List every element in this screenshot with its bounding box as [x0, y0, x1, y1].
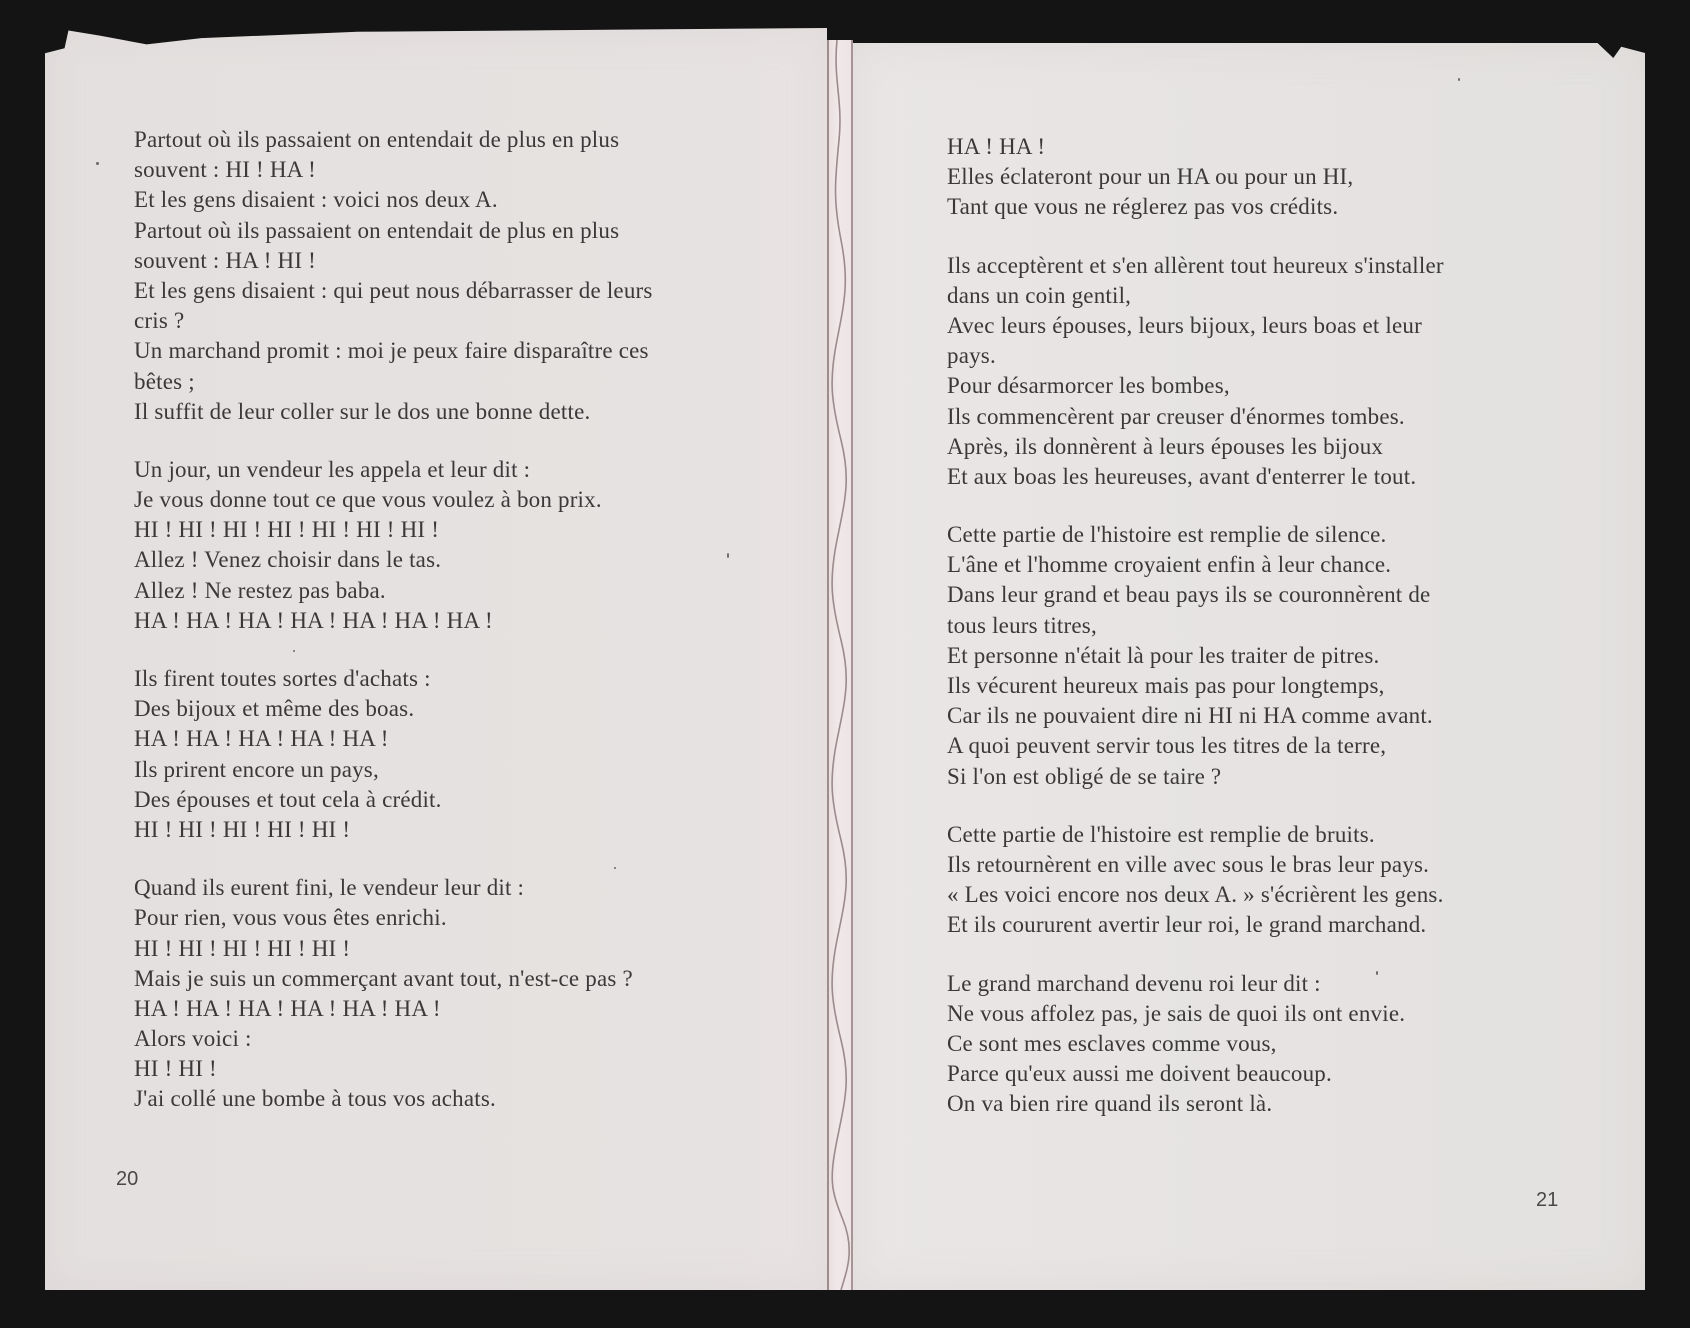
text-line: HI ! HI ! HI ! HI ! HI ! HI ! HI ! — [134, 517, 440, 543]
text-line: Ils retournèrent en ville avec sous le bras leur pays. — [947, 851, 1430, 877]
text-line: Pour rien, vous vous êtes enrichi. — [134, 905, 447, 931]
text-line: Quand ils eurent fini, le vendeur leur dit : — [134, 875, 525, 901]
text-line: Elles éclateront pour un HA ou pour un HI, — [947, 164, 1354, 190]
text-line: Et aux boas les heureuses, avant d'enterrer le tout. — [947, 463, 1417, 489]
text-line: Après, ils donnèrent à leurs épouses les bijoux — [947, 433, 1384, 459]
paper-speck — [96, 162, 99, 165]
text-line: J'ai collé une bombe à tous vos achats. — [134, 1086, 496, 1112]
text-line: Si l'on est obligé de se taire ? — [947, 763, 1222, 789]
text-line: souvent : HA ! HI ! — [134, 247, 317, 273]
text-line: Ne vous affolez pas, je sais de quoi ils ont envie. — [947, 1000, 1406, 1026]
book-spine-gutter — [827, 40, 853, 1290]
text-line: Partout où ils passaient on entendait de plus en plus — [134, 127, 620, 152]
paper-speck — [614, 867, 616, 869]
text-line: Et les gens disaient : qui peut nous débarrasser de leurs — [134, 277, 653, 303]
text-line: On va bien rire quand ils seront là. — [947, 1091, 1273, 1117]
text-line: Des bijoux et même des boas. — [134, 696, 415, 722]
text-line: Avec leurs épouses, leurs bijoux, leurs boas et leur — [947, 312, 1422, 338]
text-line: Tant que vous ne réglerez pas vos crédits. — [947, 194, 1339, 220]
text-line: Et les gens disaient : voici nos deux A. — [134, 187, 498, 213]
stanza-break — [947, 941, 1567, 969]
page-number-right: 21 — [1536, 1189, 1559, 1211]
text-line: Pour désarmorcer les bombes, — [947, 373, 1230, 399]
text-line: pays. — [947, 343, 996, 369]
paper-speck — [1458, 78, 1460, 81]
left-page-text — [134, 125, 744, 1115]
text-line: HI ! HI ! HI ! HI ! HI ! — [134, 816, 351, 842]
text-line: Mais je suis un commerçant avant tout, n'est-ce pas ? — [134, 965, 633, 991]
text-line: Je vous donne tout ce que vous voulez à bon prix. — [134, 487, 602, 513]
text-line: Un marchand promit : moi je peux faire disparaître ces — [134, 338, 649, 364]
stanza-break — [134, 845, 744, 873]
text-line: Allez ! Ne restez pas baba. — [134, 577, 386, 603]
stanza-break — [947, 223, 1567, 251]
paper-speck — [1376, 971, 1378, 975]
text-line: Il suffit de leur coller sur le dos une bonne dette. — [134, 398, 591, 424]
text-line: cris ? — [134, 308, 185, 334]
text-line: Allez ! Venez choisir dans le tas. — [134, 547, 442, 573]
page-number-left: 20 — [116, 1168, 139, 1190]
text-line: A quoi peuvent servir tous les titres de la terre, — [947, 733, 1387, 759]
stanza-break — [134, 427, 744, 455]
text-line: tous leurs titres, — [947, 612, 1097, 638]
text-line: dans un coin gentil, — [947, 282, 1132, 308]
wavy-spine-line-icon — [829, 40, 851, 1290]
stanza-break — [947, 492, 1567, 520]
text-line: HA ! HA ! — [947, 134, 1046, 159]
text-line: Ils firent toutes sortes d'achats : — [134, 666, 431, 691]
text-line: Partout où ils passaient on entendait de plus en plus — [134, 217, 620, 243]
text-line: Cette partie de l'histoire est remplie de bruits. — [947, 821, 1375, 847]
paper-speck — [293, 650, 295, 652]
text-line: Dans leur grand et beau pays ils se couronnèrent de — [947, 582, 1431, 608]
stanza-break — [134, 636, 744, 664]
right-page-text — [947, 132, 1567, 1119]
text-line: Ils acceptèrent et s'en allèrent tout heureux s'installer — [947, 252, 1444, 278]
text-line: « Les voici encore nos deux A. » s'écrièrent les gens. — [947, 882, 1444, 908]
text-line: Ils vécurent heureux mais pas pour longtemps, — [947, 673, 1385, 698]
text-line: HA ! HA ! HA ! HA ! HA ! HA ! — [134, 995, 441, 1021]
text-line: HI ! HI ! — [134, 1056, 217, 1082]
text-line: Et ils coururent avertir leur roi, le grand marchand. — [947, 912, 1427, 938]
text-line: Et personne n'était là pour les traiter de pitres. — [947, 642, 1380, 668]
text-line: HA ! HA ! HA ! HA ! HA ! — [134, 726, 389, 752]
text-line: HI ! HI ! HI ! HI ! HI ! — [134, 935, 351, 961]
text-line: Le grand marchand devenu roi leur dit : — [947, 970, 1321, 996]
text-line: Ils prirent encore un pays, — [134, 756, 379, 782]
text-line: L'âne et l'homme croyaient enfin à leur chance. — [947, 552, 1392, 578]
text-line: bêtes ; — [134, 368, 195, 394]
text-line: Alors voici : — [134, 1026, 252, 1052]
text-line: Parce qu'eux aussi me doivent beaucoup. — [947, 1061, 1332, 1087]
text-line: Ce sont mes esclaves comme vous, — [947, 1030, 1277, 1056]
text-line: Cette partie de l'histoire est remplie de silence. — [947, 522, 1387, 548]
text-line: Des épouses et tout cela à crédit. — [134, 786, 442, 812]
paper-speck — [727, 553, 729, 558]
text-line: Un jour, un vendeur les appela et leur dit : — [134, 456, 531, 482]
text-line: Ils commencèrent par creuser d'énormes tombes. — [947, 403, 1405, 429]
text-line: souvent : HI ! HA ! — [134, 157, 317, 183]
text-line: Car ils ne pouvaient dire ni HI ni HA comme avant. — [947, 703, 1433, 729]
stanza-break — [947, 792, 1567, 820]
text-line: HA ! HA ! HA ! HA ! HA ! HA ! HA ! — [134, 607, 493, 633]
